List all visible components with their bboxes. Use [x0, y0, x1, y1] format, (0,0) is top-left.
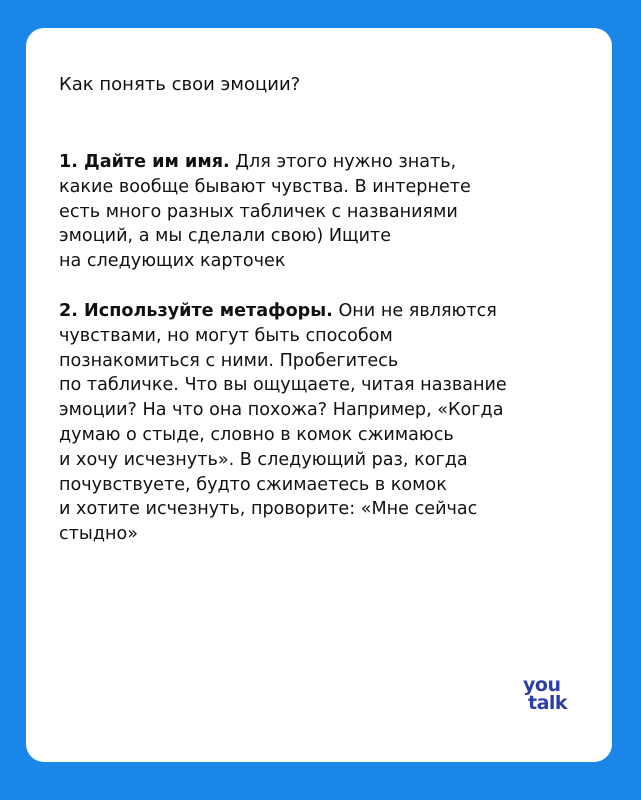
paragraph-line: познакомиться с ними. Пробегитесь	[59, 350, 399, 371]
paragraph-line: эмоции? На что она похожа? Например, «Когда	[59, 400, 504, 421]
logo-line-talk: talk	[528, 692, 568, 714]
paragraph-line: думаю о стыде, словно в комок сжимаюсь	[59, 424, 454, 445]
youtalk-logo	[523, 676, 575, 712]
paragraph-text: Они не являются	[332, 301, 497, 321]
paragraph-line: и хотите исчезнуть, проворите: «Мне сейчас	[59, 499, 478, 520]
paragraph-line: и хочу исчезнуть». В следующий раз, когда	[59, 449, 468, 470]
paragraph-text: Для этого нужно знать,	[229, 152, 457, 172]
paragraph-line: эмоций, а мы сделали свою) Ищите	[59, 226, 392, 247]
paragraph-line	[59, 150, 471, 175]
paragraph-heading: 2. Используйте метафоры.	[59, 301, 333, 321]
paragraph-name-emotions	[59, 150, 471, 274]
paragraph-line: есть много разных табличек с названиями	[59, 201, 458, 222]
paragraph-line: на следующих карточек	[59, 251, 286, 272]
paragraph-line: по табличке. Что вы ощущаете, читая название	[59, 375, 507, 396]
paragraph-heading: 1. Дайте им имя.	[59, 152, 230, 172]
paragraph-line: чувствами, но могут быть способом	[59, 325, 393, 346]
paragraph-line: какие вообще бывают чувства. В интернете	[59, 176, 471, 197]
paragraph-line	[59, 299, 507, 324]
paragraph-line: стыдно»	[59, 524, 139, 545]
paragraph-use-metaphors	[59, 299, 507, 547]
paragraph-line: почувствуете, будто сжимаетесь в комок	[59, 474, 447, 495]
logo-line-you: you	[523, 674, 561, 696]
content-card	[26, 28, 612, 762]
page-title: Как понять свои эмоции?	[59, 74, 301, 95]
